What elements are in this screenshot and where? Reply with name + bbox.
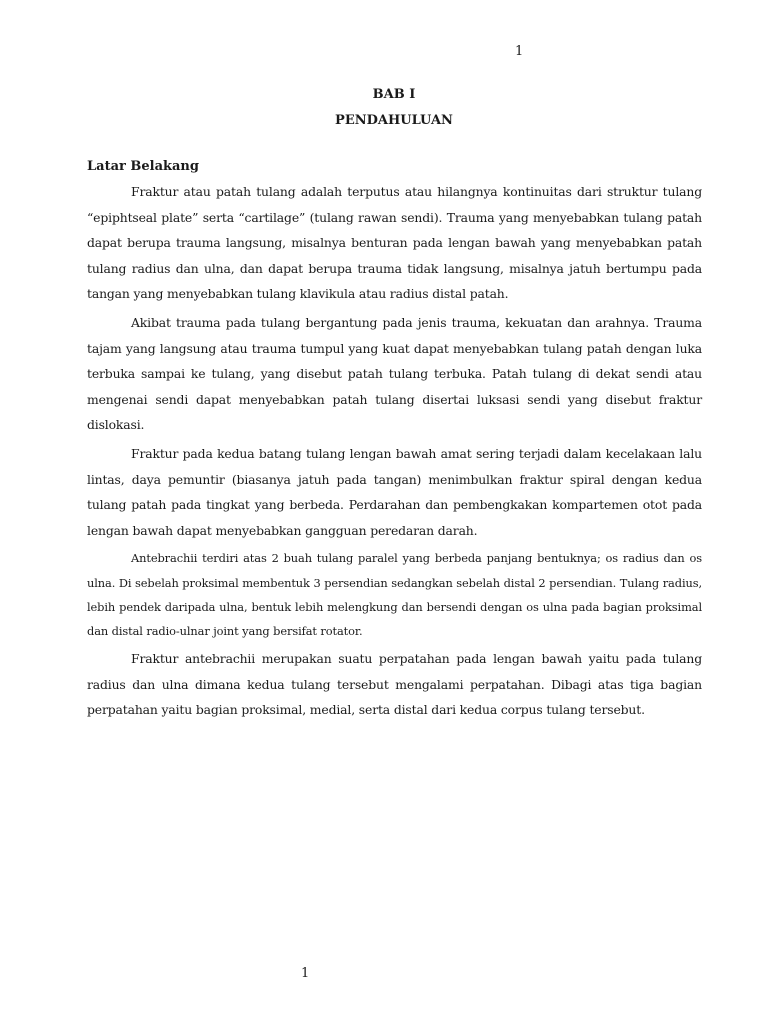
paragraph-3: Fraktur pada kedua batang tulang lengan bawah amat sering terjadi dalam kecelakaan lalu lintas, daya pemuntir (biasanya jatuh pada tangan) menimbulkan fraktur spiral dengan kedua tulang patah pada tingkat yang berbeda. Perdarahan dan pembengkakan kompartemen otot pada lengan bawah dapat menyebabkan gangguan peredaran darah. [87,445,702,538]
chapter-title: PENDAHULUAN [335,113,453,128]
page-number-bottom: 1 [301,966,310,981]
paragraph-1: Fraktur atau patah tulang adalah terputus atau hilangnya kontinuitas dari struktur tulang “epiphtseal plate” serta “cartilage” (tulang rawan sendi). Trauma yang menyebabkan tulang patah dapat berupa trauma langsung, misalnya benturan pada lengan bawah yang menyebabkan patah tulang radius dan ulna, dan dapat berupa trauma tidak langsung, misalnya jatuh bertumpu pada tangan yang menyebabkan tulang klavikula atau radius distal patah. [87,184,702,302]
paragraph-5: Fraktur antebrachii merupakan suatu perpatahan pada lengan bawah yaitu pada tulang radius dan ulna dimana kedua tulang tersebut mengalami perpatahan. Dibagi atas tiga bagian perpatahan yaitu bagian proksimal, medial, serta distal dari kedua corpus tulang tersebut. [87,651,702,718]
chapter-heading [0,82,768,134]
section-title: Latar Belakang [87,159,199,174]
paragraph-4: Antebrachii terdiri atas 2 buah tulang paralel yang berbeda panjang bentuknya; os radius dan os ulna. Di sebelah proksimal membentuk 3 persendian sedangkan sebelah distal 2 persendian. Tulang radius, lebih pendek daripada ulna, bentuk lebih melengkung dan bersendi dengan os ulna pada bagian proksimal dan distal radio-ulnar joint yang bersifat rotator. [87,551,702,638]
page-number-top: 1 [515,44,524,59]
paragraph-2: Akibat trauma pada tulang bergantung pada jenis trauma, kekuatan dan arahnya. Trauma tajam yang langsung atau trauma tumpul yang kuat dapat menyebabkan tulang patah dengan luka terbuka sampai ke tulang, yang disebut patah tulang terbuka. Patah tulang di dekat sendi atau mengenai sendi dapat menyebabkan patah tulang disertai luksasi sendi yang disebut fraktur dislokasi. [87,314,702,433]
chapter-number: BAB I [372,87,416,102]
document-body [87,155,702,726]
